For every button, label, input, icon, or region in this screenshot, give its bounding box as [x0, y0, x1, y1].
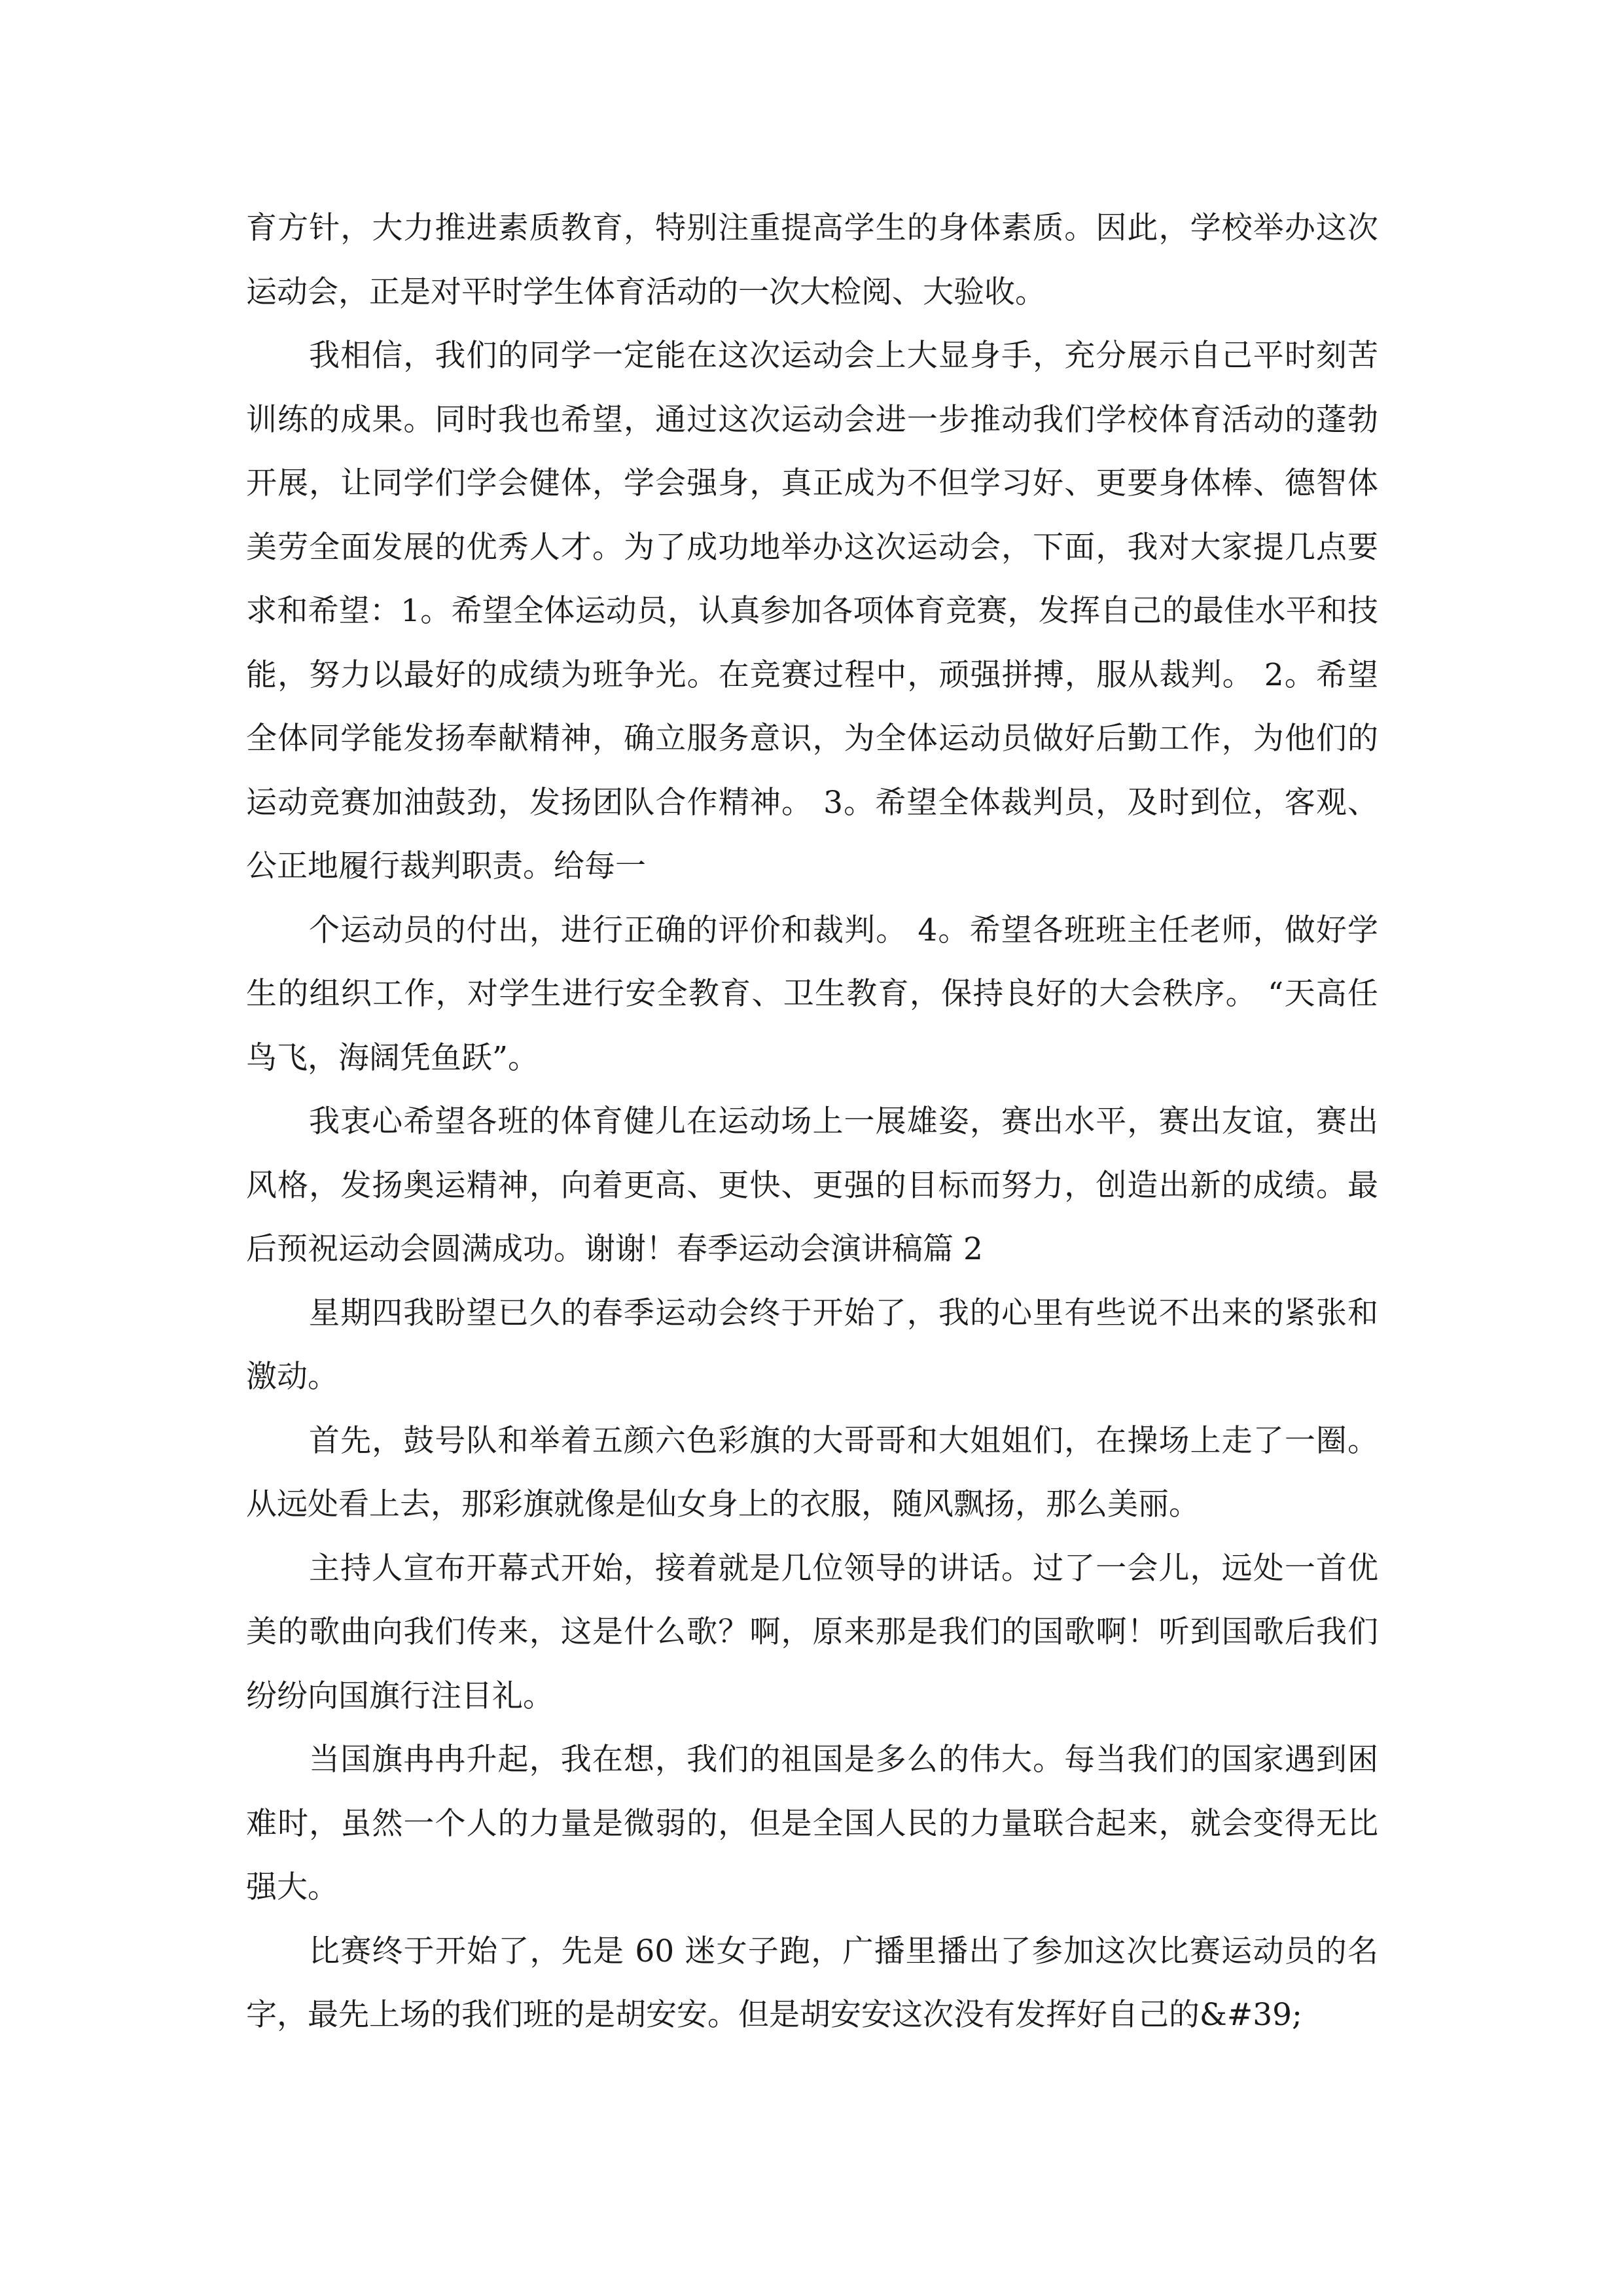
paragraph-4: 我衷心希望各班的体育健儿在运动场上一展雄姿，赛出水平，赛出友谊，赛出风格，发扬奥运精神，向着更高、更快、更强的目标而努力，创造出新的成绩。最后预祝运动会圆满成功。谢谢！春季运动会演讲稿篇 2: [246, 1103, 1378, 1267]
paragraph-2: 我相信，我们的同学一定能在这次运动会上大显身手，充分展示自己平时刻苦训练的成果。同时我也希望，通过这次运动会进一步推动我们学校体育活动的蓬勃开展，让同学们学会健体，学会强身，真正成为不但学习好、更要身体棒、德智体美劳全面发展的优秀人才。为了成功地举办这次运动会，下面，我对大家提几点要求和希望：1。希望全体运动员，认真参加各项体育竞赛，发挥自己的最佳水平和技能，努力以最好的成绩为班争光。在竞赛过程中，顽强拼搏，服从裁判。 2。希望全体同学能发扬奉献精神，确立服务意识，为全体运动员做好后勤工作，为他们的运动竞赛加油鼓劲，发扬团队合作精神。 3。希望全体裁判员，及时到位，客观、公正地履行裁判职责。给每一: [246, 338, 1378, 884]
paragraph-8: 当国旗冉冉升起，我在想，我们的祖国是多么的伟大。每当我们的国家遇到困难时，虽然一个人的力量是微弱的，但是全国人民的力量联合起来，就会变得无比强大。: [246, 1742, 1378, 1905]
paragraph-9: 比赛终于开始了，先是 60 迷女子跑，广播里播出了参加这次比赛运动员的名字，最先上场的我们班的是胡安安。但是胡安安这次没有发挥好自己的&#39;: [246, 1933, 1378, 2033]
body-text: [246, 196, 1378, 2047]
paragraph-6: 首先，鼓号队和举着五颜六色彩旗的大哥哥和大姐姐们，在操场上走了一圈。从远处看上去，那彩旗就像是仙女身上的衣服，随风飘扬，那么美丽。: [246, 1422, 1378, 1522]
paragraph-5: 星期四我盼望已久的春季运动会终于开始了，我的心里有些说不出来的紧张和激动。: [246, 1295, 1378, 1395]
paragraph-1: 育方针，大力推进素质教育，特别注重提高学生的身体素质。因此，学校举办这次运动会，正是对平时学生体育活动的一次大检阅、大验收。: [246, 210, 1378, 310]
paragraph-7: 主持人宣布开幕式开始，接着就是几位领导的讲话。过了一会儿，远处一首优美的歌曲向我们传来，这是什么歌？啊，原来那是我们的国歌啊！听到国歌后我们纷纷向国旗行注目礼。: [246, 1550, 1378, 1714]
paragraph-3: 个运动员的付出，进行正确的评价和裁判。 4。希望各班班主任老师，做好学生的组织工作，对学生进行安全教育、卫生教育，保持良好的大会秩序。 “天高任鸟飞，海阔凭鱼跃”。: [246, 912, 1378, 1076]
